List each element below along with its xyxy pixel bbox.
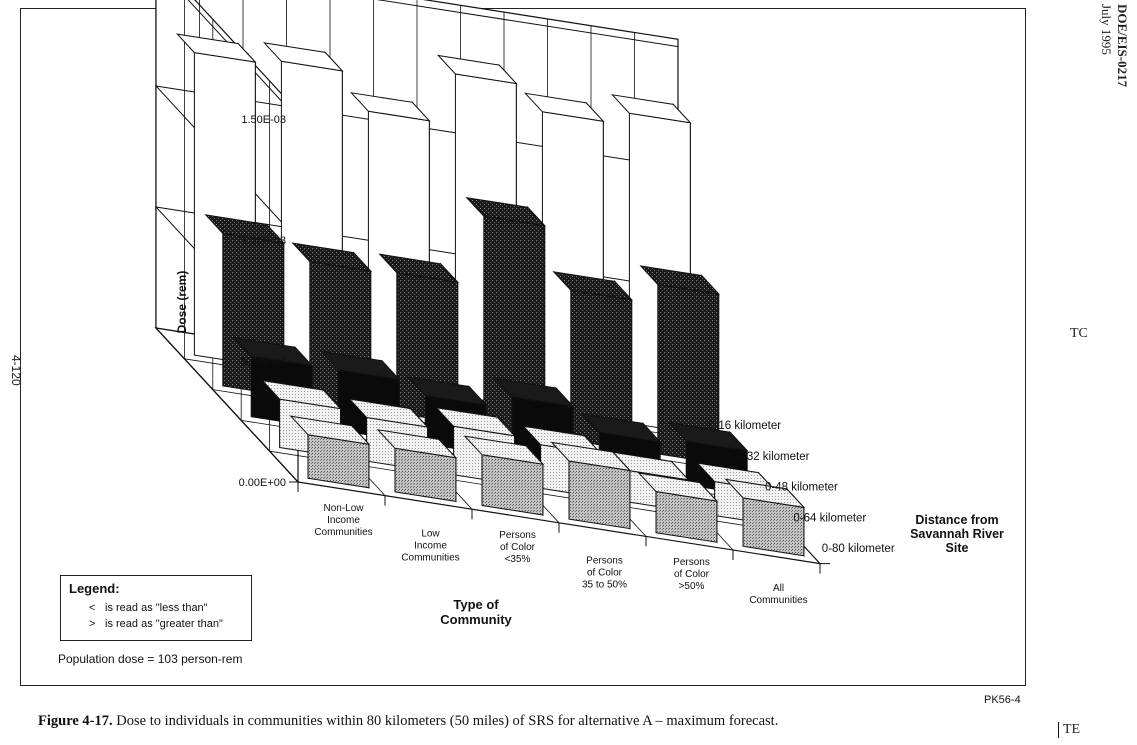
document-id: DOE/EIS-0217 (1115, 4, 1130, 88)
margin-mark-tc: TC (1070, 326, 1088, 341)
category-label: of Color (499, 542, 536, 553)
y-tick-label: 1.50E-03 (241, 114, 286, 126)
category-label: All (772, 582, 785, 594)
category-label: Communities (401, 552, 460, 564)
x-axis-label: Community (440, 612, 512, 627)
z-axis-label: Site (945, 541, 969, 555)
z-axis-label: Savannah River (910, 527, 1004, 541)
y-axis-label: Dose (rem) (175, 270, 189, 334)
category-label: of Color (586, 567, 623, 579)
category-label: Persons (586, 555, 623, 567)
caption-text: Dose to individuals in communities within 80 kilometers (50 miles) of SRS for alternative A – maximum forecast. (116, 713, 779, 729)
series-label: 0-48 kilometer (765, 481, 838, 494)
category-label: of Color (673, 569, 710, 581)
legend-title: Legend: (69, 581, 120, 596)
z-axis-label: Distance from (915, 513, 999, 527)
legend-text: is read as "greater than" (105, 618, 223, 630)
category-label: Persons (499, 530, 536, 541)
category-label: >50% (678, 581, 705, 593)
legend-item (89, 616, 243, 632)
y-tick-label: 0.00E+00 (238, 477, 286, 489)
legend-symbol: < (89, 602, 96, 614)
bar-front (569, 461, 630, 529)
category-label: Low (421, 528, 440, 540)
figure-code: PK56-4 (984, 694, 1021, 706)
category-label: Persons (673, 557, 710, 569)
category-label: 35 to 50% (581, 579, 628, 591)
figure-caption (38, 713, 1038, 730)
category-label: Communities (749, 594, 808, 606)
legend-item (89, 600, 243, 616)
y-tick-label: 5.00E-04 (241, 356, 286, 368)
category-label: Communities (314, 526, 373, 538)
legend-box (60, 575, 252, 641)
bar-front (743, 498, 804, 556)
series-label: 0-32 kilometer (736, 450, 810, 463)
series-label: 0-80 kilometer (821, 543, 895, 556)
margin-mark-te: TE (1058, 722, 1080, 738)
population-dose-note: Population dose = 103 person-rem (58, 652, 243, 666)
category-label: Income (327, 514, 360, 526)
caption-label: Figure 4-17. (38, 713, 113, 729)
series-label: 0-64 kilometer (793, 512, 867, 525)
x-axis-label: Type of (453, 597, 499, 612)
series-label: 0-16 kilometer (708, 420, 782, 432)
category-label: Income (414, 540, 447, 552)
category-label: Non-Low (323, 502, 364, 514)
y-tick-label: 1.00E-03 (241, 235, 286, 247)
bar-front (482, 455, 543, 515)
category-label: <35% (504, 554, 531, 565)
page-number: 4-120 (9, 355, 23, 386)
legend-text: is read as "less than" (105, 602, 208, 614)
legend-symbol: > (89, 618, 96, 630)
document-date: July 1995 (1099, 4, 1114, 55)
